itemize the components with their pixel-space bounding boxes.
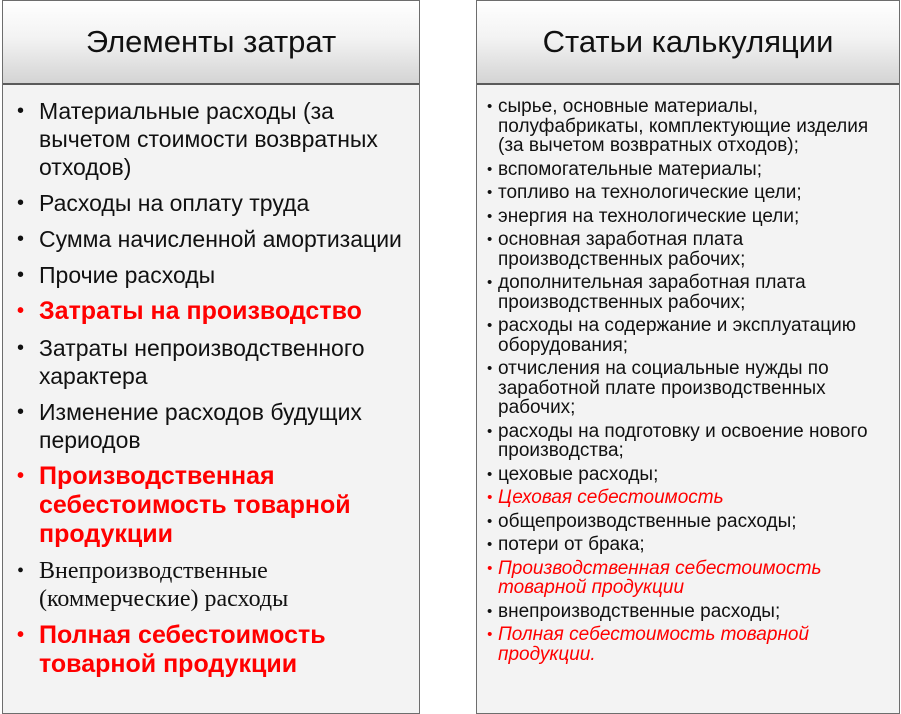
costing-items-panel [476,0,900,714]
cost-element-item [17,225,411,253]
bullet-icon: • [487,317,493,334]
costing-item-item [487,512,893,532]
costing-item-item [487,183,893,203]
bullet-icon: • [487,465,493,483]
cost-element-item-text: Расходы на оплату труда [39,190,310,216]
costing-item-item-text: внепроизводственные расходы; [498,600,781,622]
costing-item-item [487,97,893,156]
costing-item-item-text: сырье, основные материалы, полуфабрикаты, комплектующие изделия (за вычетом возвратных отходов); [498,96,869,156]
costing-item-item [487,160,893,180]
cost-element-item-text: Прочие расходы [39,262,216,288]
costing-item-item [487,273,893,312]
cost-element-item [17,621,411,679]
costing-item-item [487,625,893,664]
bullet-icon: • [17,465,25,487]
bullet-icon: • [17,228,25,250]
bullet-icon: • [17,192,25,214]
costing-item-item [487,422,893,461]
costing-item-item-text: дополнительная заработная плата производственных рабочих; [498,272,806,313]
bullet-icon: • [487,207,493,225]
cost-element-item [17,97,411,181]
bullet-icon: • [487,489,493,506]
costing-item-item [487,602,893,622]
costing-item-item-text: общепроизводственные расходы; [498,510,797,532]
costing-item-item-text: расходы на содержание и эксплуатацию оборудования; [498,315,856,356]
bullet-icon: • [17,264,25,286]
cost-element-item [17,334,411,390]
costing-item-item-text: отчисления на социальные нужды по заработной плате производственных рабочих; [498,358,829,418]
cost-elements-list [3,85,419,679]
costing-item-item [487,488,893,508]
bullet-icon: • [487,512,493,530]
cost-elements-panel [2,0,420,714]
costing-item-item-text: Полная себестоимость товарной продукции. [498,624,810,665]
costing-item-item [487,207,893,227]
cost-elements-body [3,85,419,679]
costing-items-list [477,85,899,664]
bullet-icon: • [17,624,25,646]
cost-element-item-text: Производственная себестоимость товарной продукции [39,462,351,548]
costing-item-item [487,359,893,418]
costing-item-item [487,465,893,485]
cost-element-item [17,189,411,217]
bullet-icon: • [487,360,493,377]
bullet-icon: • [487,160,493,178]
cost-element-item-text: Внепроизводственные (коммерческие) расходы [39,558,289,612]
bullet-icon: • [487,184,493,201]
bullet-icon: • [487,602,493,620]
cost-element-item-text: Затраты на производство [39,297,362,325]
bullet-icon: • [17,100,25,122]
bullet-icon: • [487,98,493,115]
cost-element-item-text: Материальные расходы (за вычетом стоимости возвратных отходов) [39,98,378,180]
costing-item-item [487,559,893,598]
costing-item-item [487,535,893,555]
bullet-icon: • [17,560,25,582]
bullet-icon: • [17,300,25,322]
costing-item-item-text: расходы на подготовку и освоение нового производства; [498,420,868,461]
costing-item-item-text: энергия на технологические цели; [498,205,800,227]
cost-element-item-text: Изменение расходов будущих периодов [39,399,362,453]
costing-item-item-text: Производственная себестоимость товарной продукции [498,557,822,598]
cost-element-item [17,261,411,289]
costing-item-item-text: основная заработная плата производственных рабочих; [498,229,746,270]
costing-items-body [477,85,899,664]
costing-item-item-text: цеховые расходы; [498,463,659,485]
cost-element-item-text: Полная себестоимость товарной продукции [39,621,326,678]
bullet-icon: • [487,422,493,440]
cost-element-item-text: Затраты непроизводственного характера [39,335,365,389]
cost-elements-title: Элементы затрат [3,1,419,85]
bullet-icon: • [487,559,493,577]
costing-item-item [487,230,893,269]
costing-item-item [487,316,893,355]
costing-items-title: Статьи калькуляции [477,1,899,85]
cost-element-item [17,297,411,326]
bullet-icon: • [17,337,25,359]
costing-item-item-text: потери от брака; [498,534,645,555]
bullet-icon: • [487,231,493,248]
cost-element-item [17,398,411,454]
costing-item-item-text: топливо на технологические цели; [498,182,802,203]
bullet-icon: • [17,401,25,423]
cost-element-item-text: Сумма начисленной амортизации [39,226,402,252]
costing-item-item-text: вспомогательные материалы; [498,158,762,180]
costing-item-item-text: Цеховая себестоимость [498,487,724,508]
bullet-icon: • [487,536,493,553]
cost-element-item [17,557,411,613]
cost-element-item [17,462,411,549]
bullet-icon: • [487,274,493,291]
bullet-icon: • [487,626,493,643]
